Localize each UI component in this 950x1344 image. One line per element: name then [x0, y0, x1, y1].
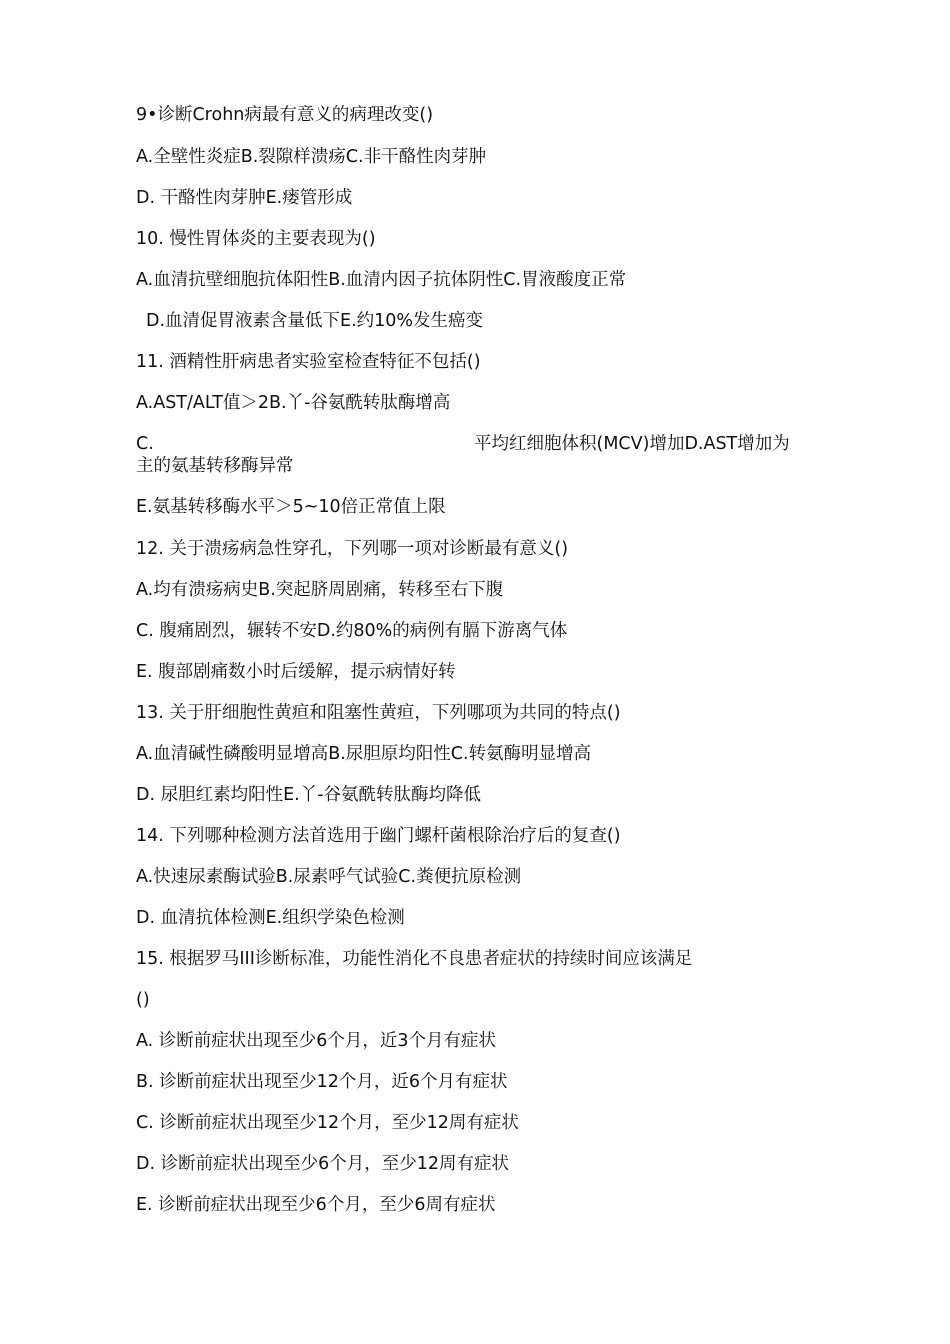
q11-option-c-prefix: C. — [136, 434, 154, 454]
q11-option-d-cont: 主的氨基转移酶异常 — [136, 456, 294, 476]
q15-option-e: E. 诊断前症状出现至少6个月，至少6周有症状 — [136, 1195, 496, 1215]
question-13: 13. 关于肝细胞性黄疸和阻塞性黄疸，下列哪项为共同的特点() — [136, 703, 621, 723]
question-11: 11. 酒精性肝病患者实验室检查特征不包括() — [136, 352, 481, 372]
question-14: 14. 下列哪种检测方法首选用于幽门螺杆菌根除治疗后的复查() — [136, 826, 621, 846]
q14-options-abc: A.快速尿素酶试验B.尿素呼气试验C.粪便抗原检测 — [136, 867, 522, 887]
question-10: 10. 慢性胃体炎的主要表现为() — [136, 229, 376, 249]
q11-option-e: E.氨基转移酶水平＞5~10倍正常值上限 — [136, 497, 446, 517]
q9-options-abc: A.全壁性炎症B.裂隙样溃疡C.非干酪性肉芽肿 — [136, 147, 487, 167]
q13-options-de: D. 尿胆红素均阳性E.丫-谷氨酰转肽酶均降低 — [136, 785, 482, 805]
question-15: 15. 根据罗马III诊断标准，功能性消化不良患者症状的持续时间应该满足 — [136, 949, 693, 969]
q10-options-abc: A.血清抗壁细胞抗体阳性B.血清内因子抗体阴性C.胃液酸度正常 — [136, 270, 627, 290]
question-12: 12. 关于溃疡病急性穿孔，下列哪一项对诊断最有意义() — [136, 539, 569, 559]
q12-options-cd: C. 腹痛剧烈，辗转不安D.约80%的病例有膈下游离气体 — [136, 621, 568, 641]
q12-option-e: E. 腹部剧痛数小时后缓解，提示病情好转 — [136, 662, 456, 682]
q11-option-c-text: 平均红细胞体积(MCV)增加D.AST增加为 — [474, 434, 790, 454]
q14-options-de: D. 血清抗体检测E.组织学染色检测 — [136, 908, 405, 928]
question-15-paren: () — [136, 990, 150, 1010]
q15-option-b: B. 诊断前症状出现至少12个月，近6个月有症状 — [136, 1072, 508, 1092]
q9-options-de: D. 干酪性肉芽肿E.瘘管形成 — [136, 188, 353, 208]
q12-options-ab: A.均有溃疡病史B.突起脐周剧痛，转移至右下腹 — [136, 580, 504, 600]
q13-options-abc: A.血清碱性磷酸明显增高B.尿胆原均阳性C.转氨酶明显增高 — [136, 744, 592, 764]
q15-option-d: D. 诊断前症状出现至少6个月，至少12周有症状 — [136, 1154, 510, 1174]
q15-option-a: A. 诊断前症状出现至少6个月，近3个月有症状 — [136, 1031, 497, 1051]
q10-options-de: D.血清促胃液素含量低下E.约10%发生癌变 — [146, 311, 484, 331]
q11-options-cd — [136, 433, 816, 477]
question-9: 9•诊断Crohn病最有意义的病理改变() — [136, 105, 434, 125]
q11-options-ab: A.AST/ALT值＞2B.丫-谷氨酰转肽酶增高 — [136, 393, 451, 413]
q15-option-c: C. 诊断前症状出现至少12个月，至少12周有症状 — [136, 1113, 519, 1133]
